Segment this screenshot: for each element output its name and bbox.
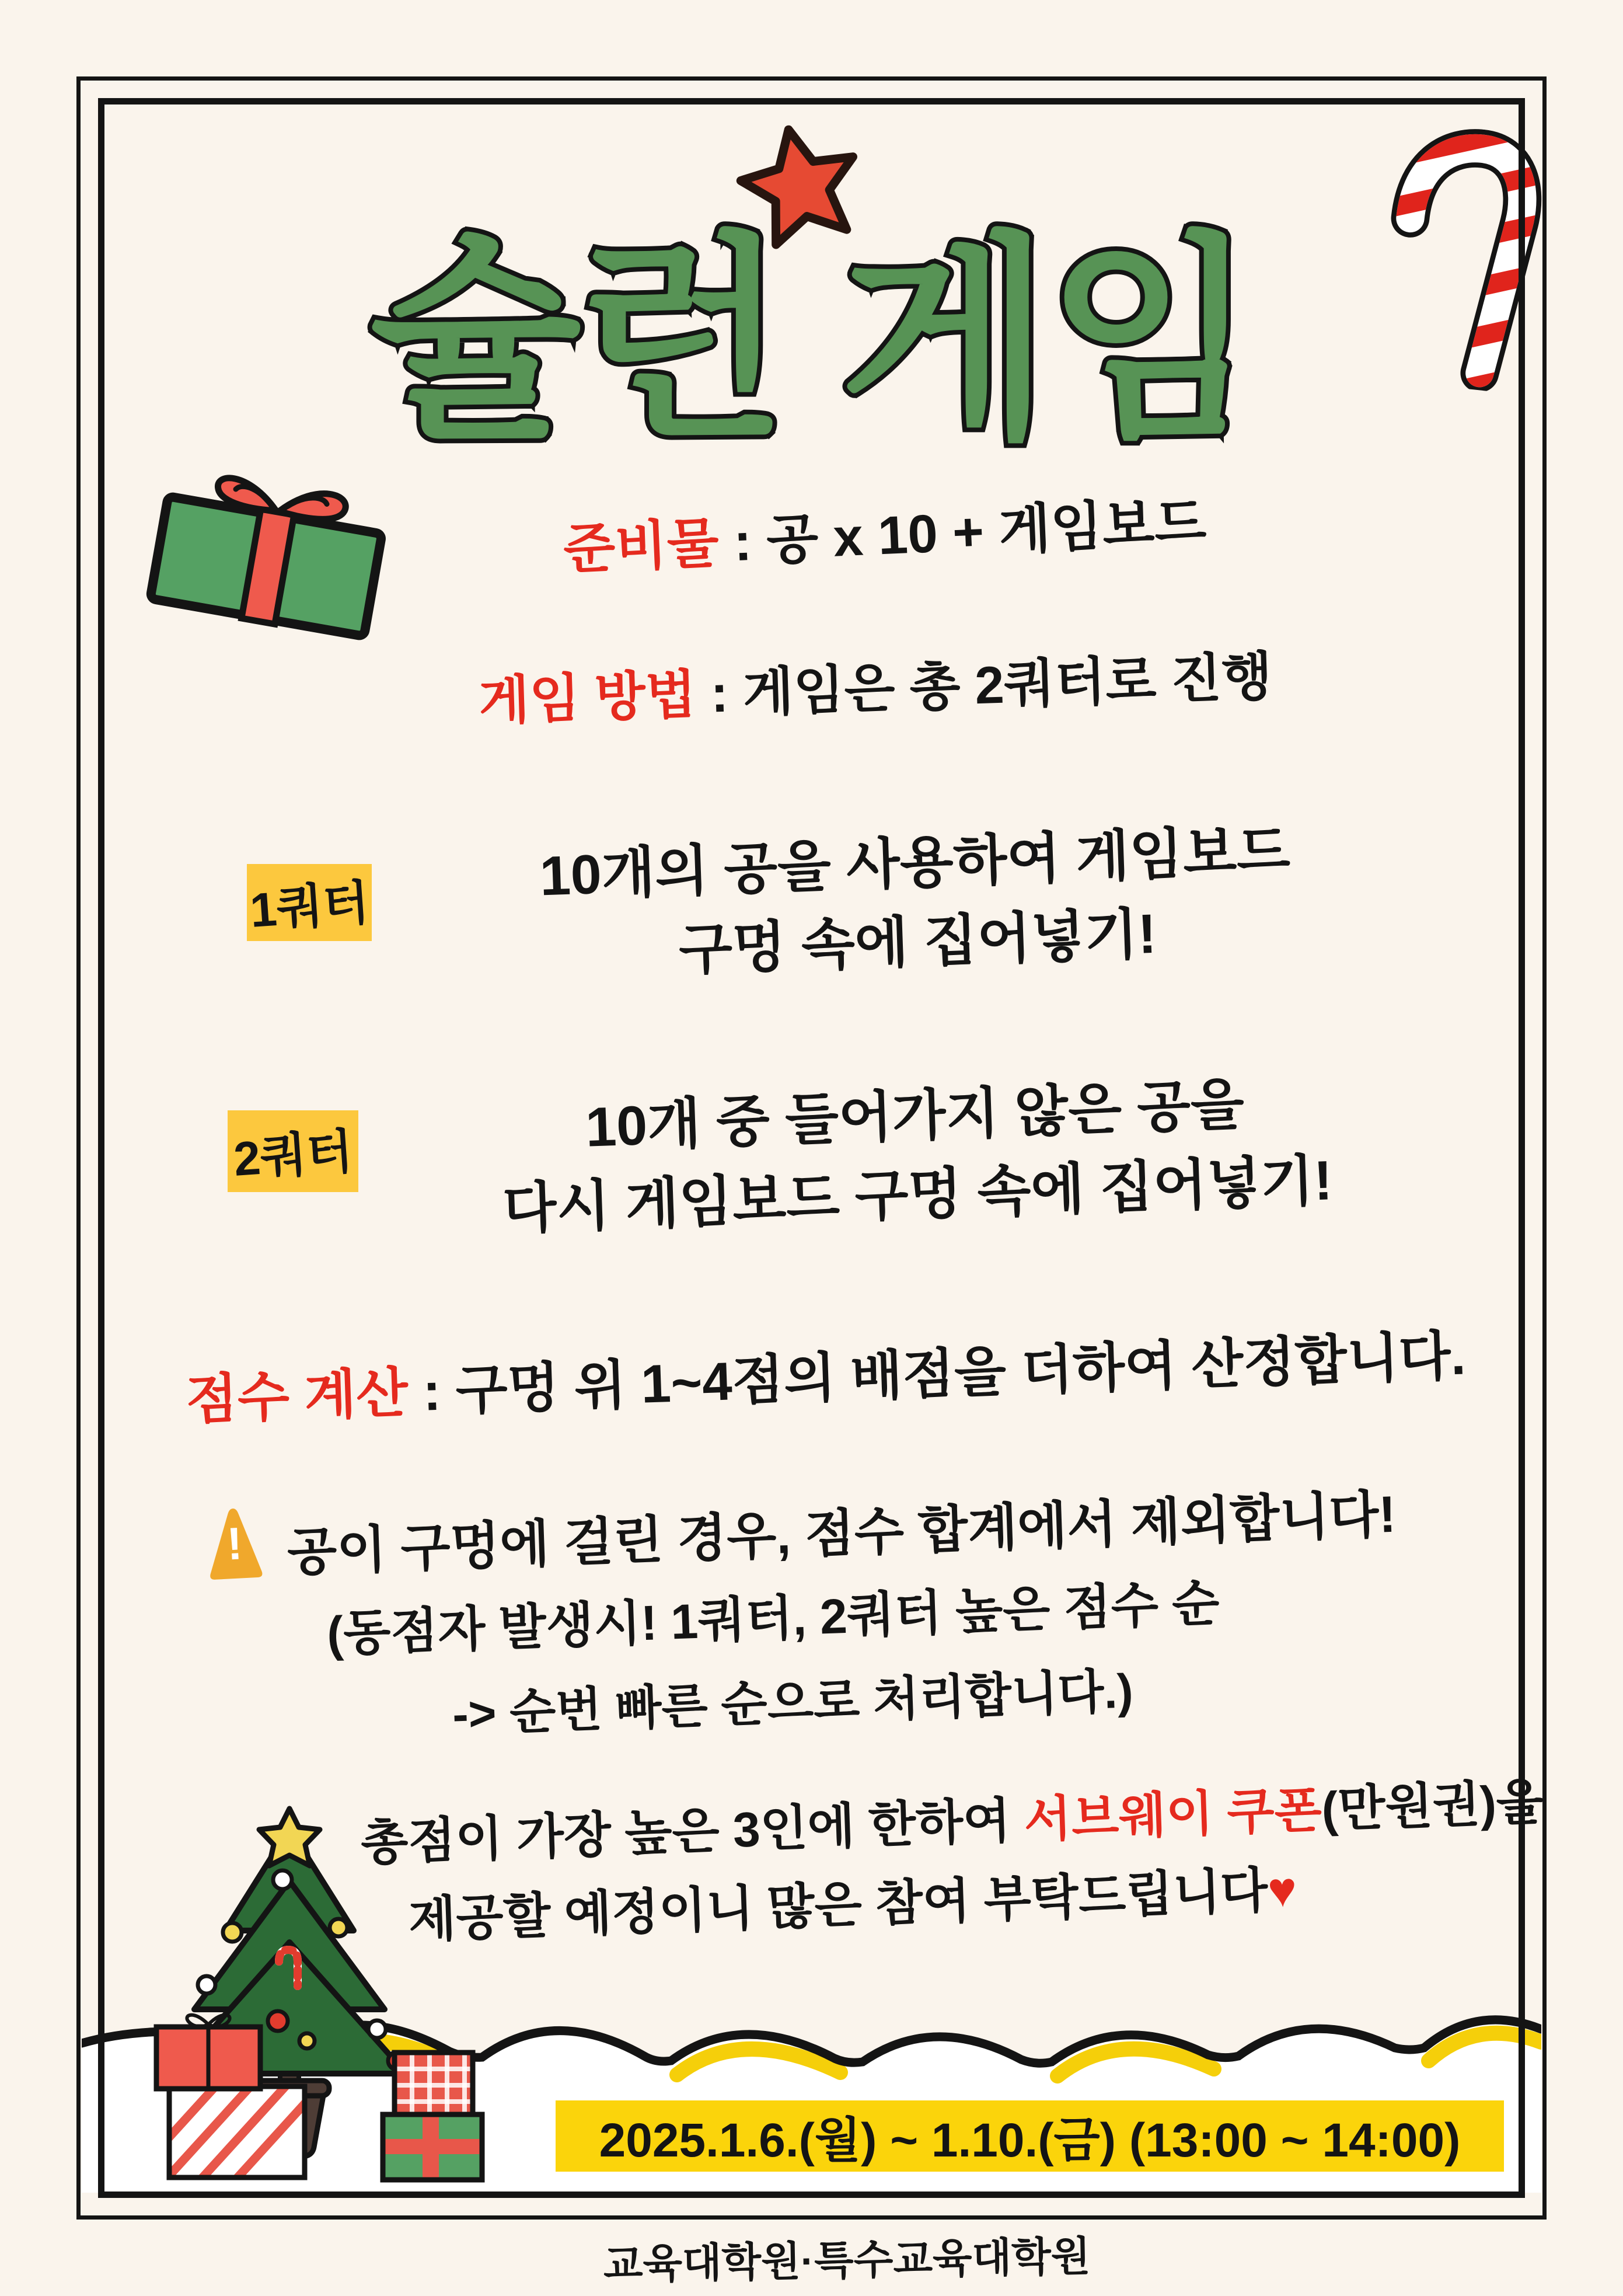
prize-line1-pre: 총점이 가장 높은 3인에 한하여 (359, 1792, 1025, 1870)
gift-icon (134, 424, 410, 662)
supplies-label: 준비물 (562, 513, 720, 580)
quarter1-line2: 구멍 속에 집어넣기! (678, 903, 1158, 982)
prize-line1 (359, 1762, 1545, 1875)
quarter2-line1: 10개 중 들어가지 않은 공을 (584, 1074, 1245, 1159)
quarter2-line2: 다시 게임보드 구멍 속에 집어넣기! (501, 1149, 1334, 1241)
prize-highlight: 서브웨이 쿠폰 (1023, 1782, 1323, 1848)
score-line (184, 1312, 1467, 1434)
date-banner-text: 2025.1.6.(월) ~ 1.10.(금) (13:00 ~ 14:00) (599, 2113, 1461, 2167)
supplies-text: : 공 x 10 + 게임보드 (732, 492, 1207, 573)
quarter2-description (400, 1059, 1432, 1252)
heart-icon: ♥ (1266, 1861, 1298, 1918)
quarter1-badge (247, 864, 372, 941)
christmas-tree-icon (133, 1793, 518, 2190)
quarter2-badge (228, 1110, 358, 1192)
quarter1-line1: 10개의 공을 사용하여 게임보드 (539, 819, 1292, 908)
method-label: 게임 방법 (477, 666, 697, 731)
quarter1-description (488, 810, 1345, 997)
warning-line2: (동점자 발생시! 1쿼터, 2쿼터 높은 점수 순 (326, 1575, 1220, 1661)
supplies-line (561, 479, 1207, 584)
footer-text: 교육대학원·특수교육대학원 (602, 2233, 1091, 2288)
prize-line2-text: 제공할 예정이니 많은 참여 부탁드립니다 (407, 1862, 1269, 1947)
method-text: : 게임은 총 2쿼터로 진행 (710, 647, 1273, 724)
score-label: 점수 계산 (184, 1363, 409, 1430)
quarter1-label: 1쿼터 (248, 876, 371, 938)
quarter2-label: 2쿼터 (232, 1124, 355, 1186)
prize-line1-post: (만원권)을 (1320, 1774, 1545, 1837)
warning-line3: -> 순번 빠른 순으로 처리합니다.) (451, 1664, 1135, 1741)
method-line (477, 633, 1273, 734)
warning-line1: 공이 구멍에 걸린 경우, 점수 합계에서 제외합니다! (286, 1485, 1397, 1581)
date-banner (556, 2100, 1504, 2172)
warning-exclamation: ! (225, 1517, 244, 1570)
poster-title: 슐런 게임 (369, 219, 1254, 463)
score-text: : 구멍 위 1~4점의 배점을 더하여 산정합니다. (421, 1326, 1467, 1422)
